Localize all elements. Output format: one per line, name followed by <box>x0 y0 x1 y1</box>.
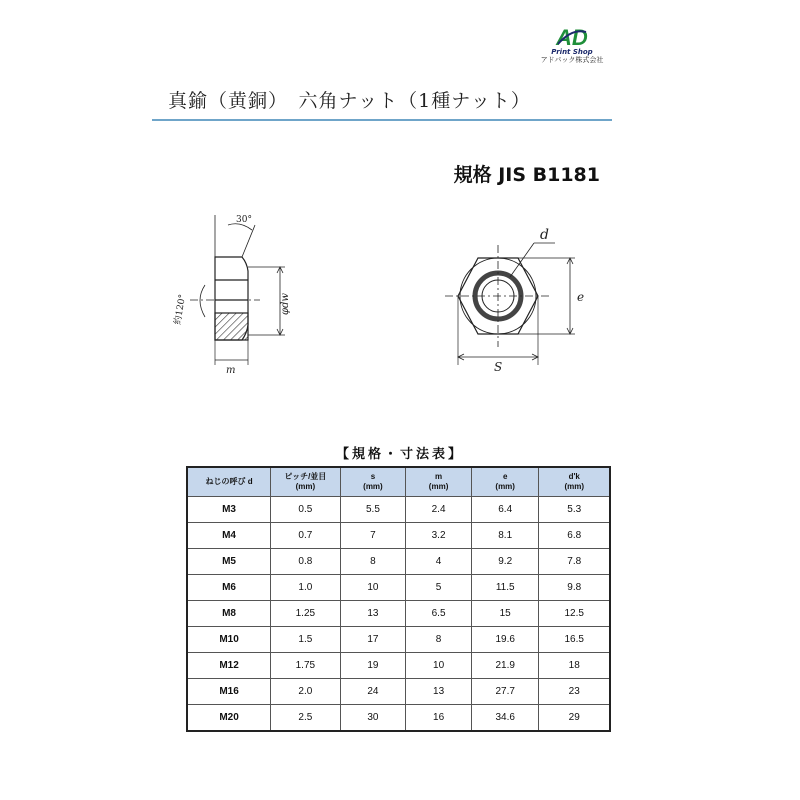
e-label: e <box>577 290 585 304</box>
header-s: s (mm) <box>340 467 406 497</box>
table-row: M4 0.7 7 3.2 8.1 6.8 <box>187 523 610 549</box>
header-e: e (mm) <box>471 467 539 497</box>
d-label: d <box>540 227 549 243</box>
company-logo <box>532 24 612 70</box>
table-row: M5 0.8 8 4 9.2 7.8 <box>187 549 610 575</box>
angle-120-label: 約120° <box>173 293 189 326</box>
table-row: M16 2.0 24 13 27.7 23 <box>187 679 610 705</box>
page-title: 真鍮（黄銅） 六角ナット（1種ナット） <box>168 90 531 112</box>
angle-30-label: 30° <box>236 215 252 225</box>
nut-side-view <box>190 215 285 365</box>
header-pitch: ピッチ/並目 (mm) <box>271 467 341 497</box>
nut-drawing <box>160 205 600 385</box>
dw-label: φdw <box>280 293 291 315</box>
table-header-row <box>187 467 610 497</box>
table-row: M20 2.5 30 16 34.6 29 <box>187 705 610 732</box>
ad-logo-icon <box>555 24 589 48</box>
header-size: ねじの呼び d <box>187 467 271 497</box>
s-label: S <box>494 360 503 374</box>
table-title: 【規格・寸法表】 <box>335 447 464 462</box>
table-row: M10 1.5 17 8 19.6 16.5 <box>187 627 610 653</box>
nut-front-view <box>445 243 575 365</box>
svg-text:AD: AD <box>556 25 588 48</box>
m-label: m <box>226 365 236 376</box>
table-row: M6 1.0 10 5 11.5 9.8 <box>187 575 610 601</box>
header-m: m (mm) <box>406 467 472 497</box>
logo-line2: アドパック株式会社 <box>540 56 604 64</box>
table-row: M12 1.75 19 10 21.9 18 <box>187 653 610 679</box>
spec-table <box>186 466 611 732</box>
header-dk: d'k (mm) <box>539 467 610 497</box>
title-underline <box>152 119 612 121</box>
table-row: M8 1.25 13 6.5 15 12.5 <box>187 601 610 627</box>
table-row: M3 0.5 5.5 2.4 6.4 5.3 <box>187 497 610 523</box>
logo-line1: Print Shop <box>551 48 593 56</box>
standard-label: 規格 JIS B1181 <box>453 164 600 186</box>
